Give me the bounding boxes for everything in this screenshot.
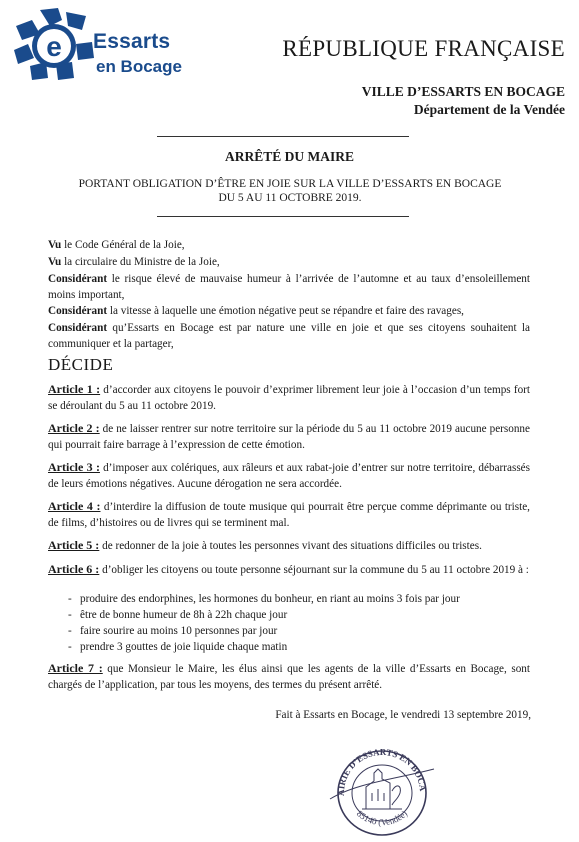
signature-place-date: Fait à Essarts en Bocage, le vendredi 13 septembre 2019, — [275, 709, 531, 721]
mairie-stamp — [326, 743, 438, 837]
preamble-text: le Code Général de la Joie, — [61, 239, 185, 251]
logo-line1: Essarts — [93, 30, 171, 53]
ville-name: VILLE D’ESSARTS EN BOCAGE — [361, 84, 565, 99]
article-text: d’interdire la diffusion de toute musique qui pourrait être perçue comme déprimante ou triste, de films, d’histoires ou de livres qui se terminent mal. — [48, 501, 530, 529]
article-7 — [48, 661, 530, 693]
article-4 — [48, 499, 530, 531]
article-label: Article 7 : — [48, 661, 103, 675]
divider-top — [157, 136, 409, 137]
article-text: que Monsieur le Maire, les élus ainsi que les agents de la ville d’Essarts en Bocage, sont chargés de l’application, par tous les moyens, des termes du présent arrêté. — [48, 663, 530, 691]
stamp-top-text: AIRIE D’ESSARTS EN BOCA — [335, 746, 429, 796]
article-6 — [48, 562, 530, 579]
decide-heading: DÉCIDE — [48, 355, 114, 374]
article-label: Article 4 : — [48, 499, 101, 513]
article-text: de redonner de la joie à toutes les personnes vivant des situations difficiles ou tristes. — [99, 540, 482, 552]
arrete-title: ARRÊTÉ DU MAIRE — [224, 149, 354, 164]
article-label: Article 1 : — [48, 382, 101, 396]
republique-francaise: RÉPUBLIQUE FRANÇAISE — [282, 36, 565, 61]
article-text: d’accorder aux citoyens le pouvoir d’exprimer librement leur joie à l’occasion d’un temps fort se déroulant du 5 au 11 octobre 2019. — [48, 384, 530, 412]
article-label: Article 2 : — [48, 421, 100, 435]
article-2 — [48, 421, 530, 453]
divider-bottom — [157, 216, 409, 217]
preamble-text: la circulaire du Ministre de la Joie, — [61, 256, 220, 268]
article-3 — [48, 460, 530, 492]
list-item: - produire des endorphines, les hormones du bonheur, en riant au moins 3 fois par jour — [48, 592, 530, 608]
article-label: Article 5 : — [48, 538, 100, 552]
keyword: Considérant — [48, 322, 108, 334]
article-1 — [48, 382, 530, 414]
article-text: d’imposer aux colériques, aux râleurs et aux rabat-joie d’entrer sur notre territoire, débarrassés de leurs émotions négatives. Aucune dérogation ne sera accordée. — [48, 462, 530, 490]
list-item: - être de bonne humeur de 8h à 22h chaque jour — [48, 608, 530, 624]
article-label: Article 3 : — [48, 460, 100, 474]
preamble-text: qu’Essarts en Bocage est par nature une ville en joie et que ses citoyens souhaitent la communiquer et la partager, — [48, 322, 530, 350]
departement: Département de la Vendée — [413, 102, 565, 117]
stamp-seal-icon — [326, 743, 438, 837]
article-label: Article 6 : — [48, 562, 100, 576]
subtitle-line2: DU 5 AU 11 OCTOBRE 2019. — [218, 192, 362, 204]
article-text: de ne laisser rentrer sur notre territoire sur la période du 5 au 11 octobre 2019 aucune personne qui pourrait faire barrage à l’expression de cette émotion. — [48, 423, 530, 451]
preamble-considerant-2 — [48, 304, 530, 320]
logo-line2: en Bocage — [96, 57, 182, 76]
logo-badge-letter: e — [46, 31, 62, 62]
preamble-text: le risque élevé de mauvaise humeur à l’arrivée de l’automne et au taux d’ensoleillement moins important, — [48, 273, 530, 301]
preamble-considerant-1 — [48, 272, 530, 303]
list-item: - prendre 3 gouttes de joie liquide chaque matin — [48, 640, 530, 656]
article-5 — [48, 538, 530, 555]
arrete-subtitle — [40, 177, 540, 205]
list-item: - faire sourire au moins 10 personnes par jour — [48, 624, 530, 640]
keyword: Vu — [48, 256, 62, 268]
stamp-bottom-text: 85140 (Vendée) — [354, 808, 410, 828]
article-6-list — [48, 592, 530, 656]
preamble-text: la vitesse à laquelle une émotion négative peut se répandre et faire des ravages, — [107, 305, 464, 317]
keyword: Considérant — [48, 305, 108, 317]
preamble-vu-1 — [48, 238, 530, 254]
logo-flower-icon — [10, 6, 100, 82]
keyword: Considérant — [48, 273, 108, 285]
keyword: Vu — [48, 239, 62, 251]
svg-text:85140 (Vendée) — [355, 808, 409, 827]
article-text: d’obliger les citoyens ou toute personne séjournant sur la commune du 5 au 11 octobre 2019 à : — [99, 564, 529, 576]
subtitle-line1: PORTANT OBLIGATION D’ÊTRE EN JOIE SUR LA VILLE D’ESSARTS EN BOCAGE — [78, 178, 502, 190]
preamble-vu-2 — [48, 255, 530, 271]
preamble-considerant-3 — [48, 321, 530, 352]
